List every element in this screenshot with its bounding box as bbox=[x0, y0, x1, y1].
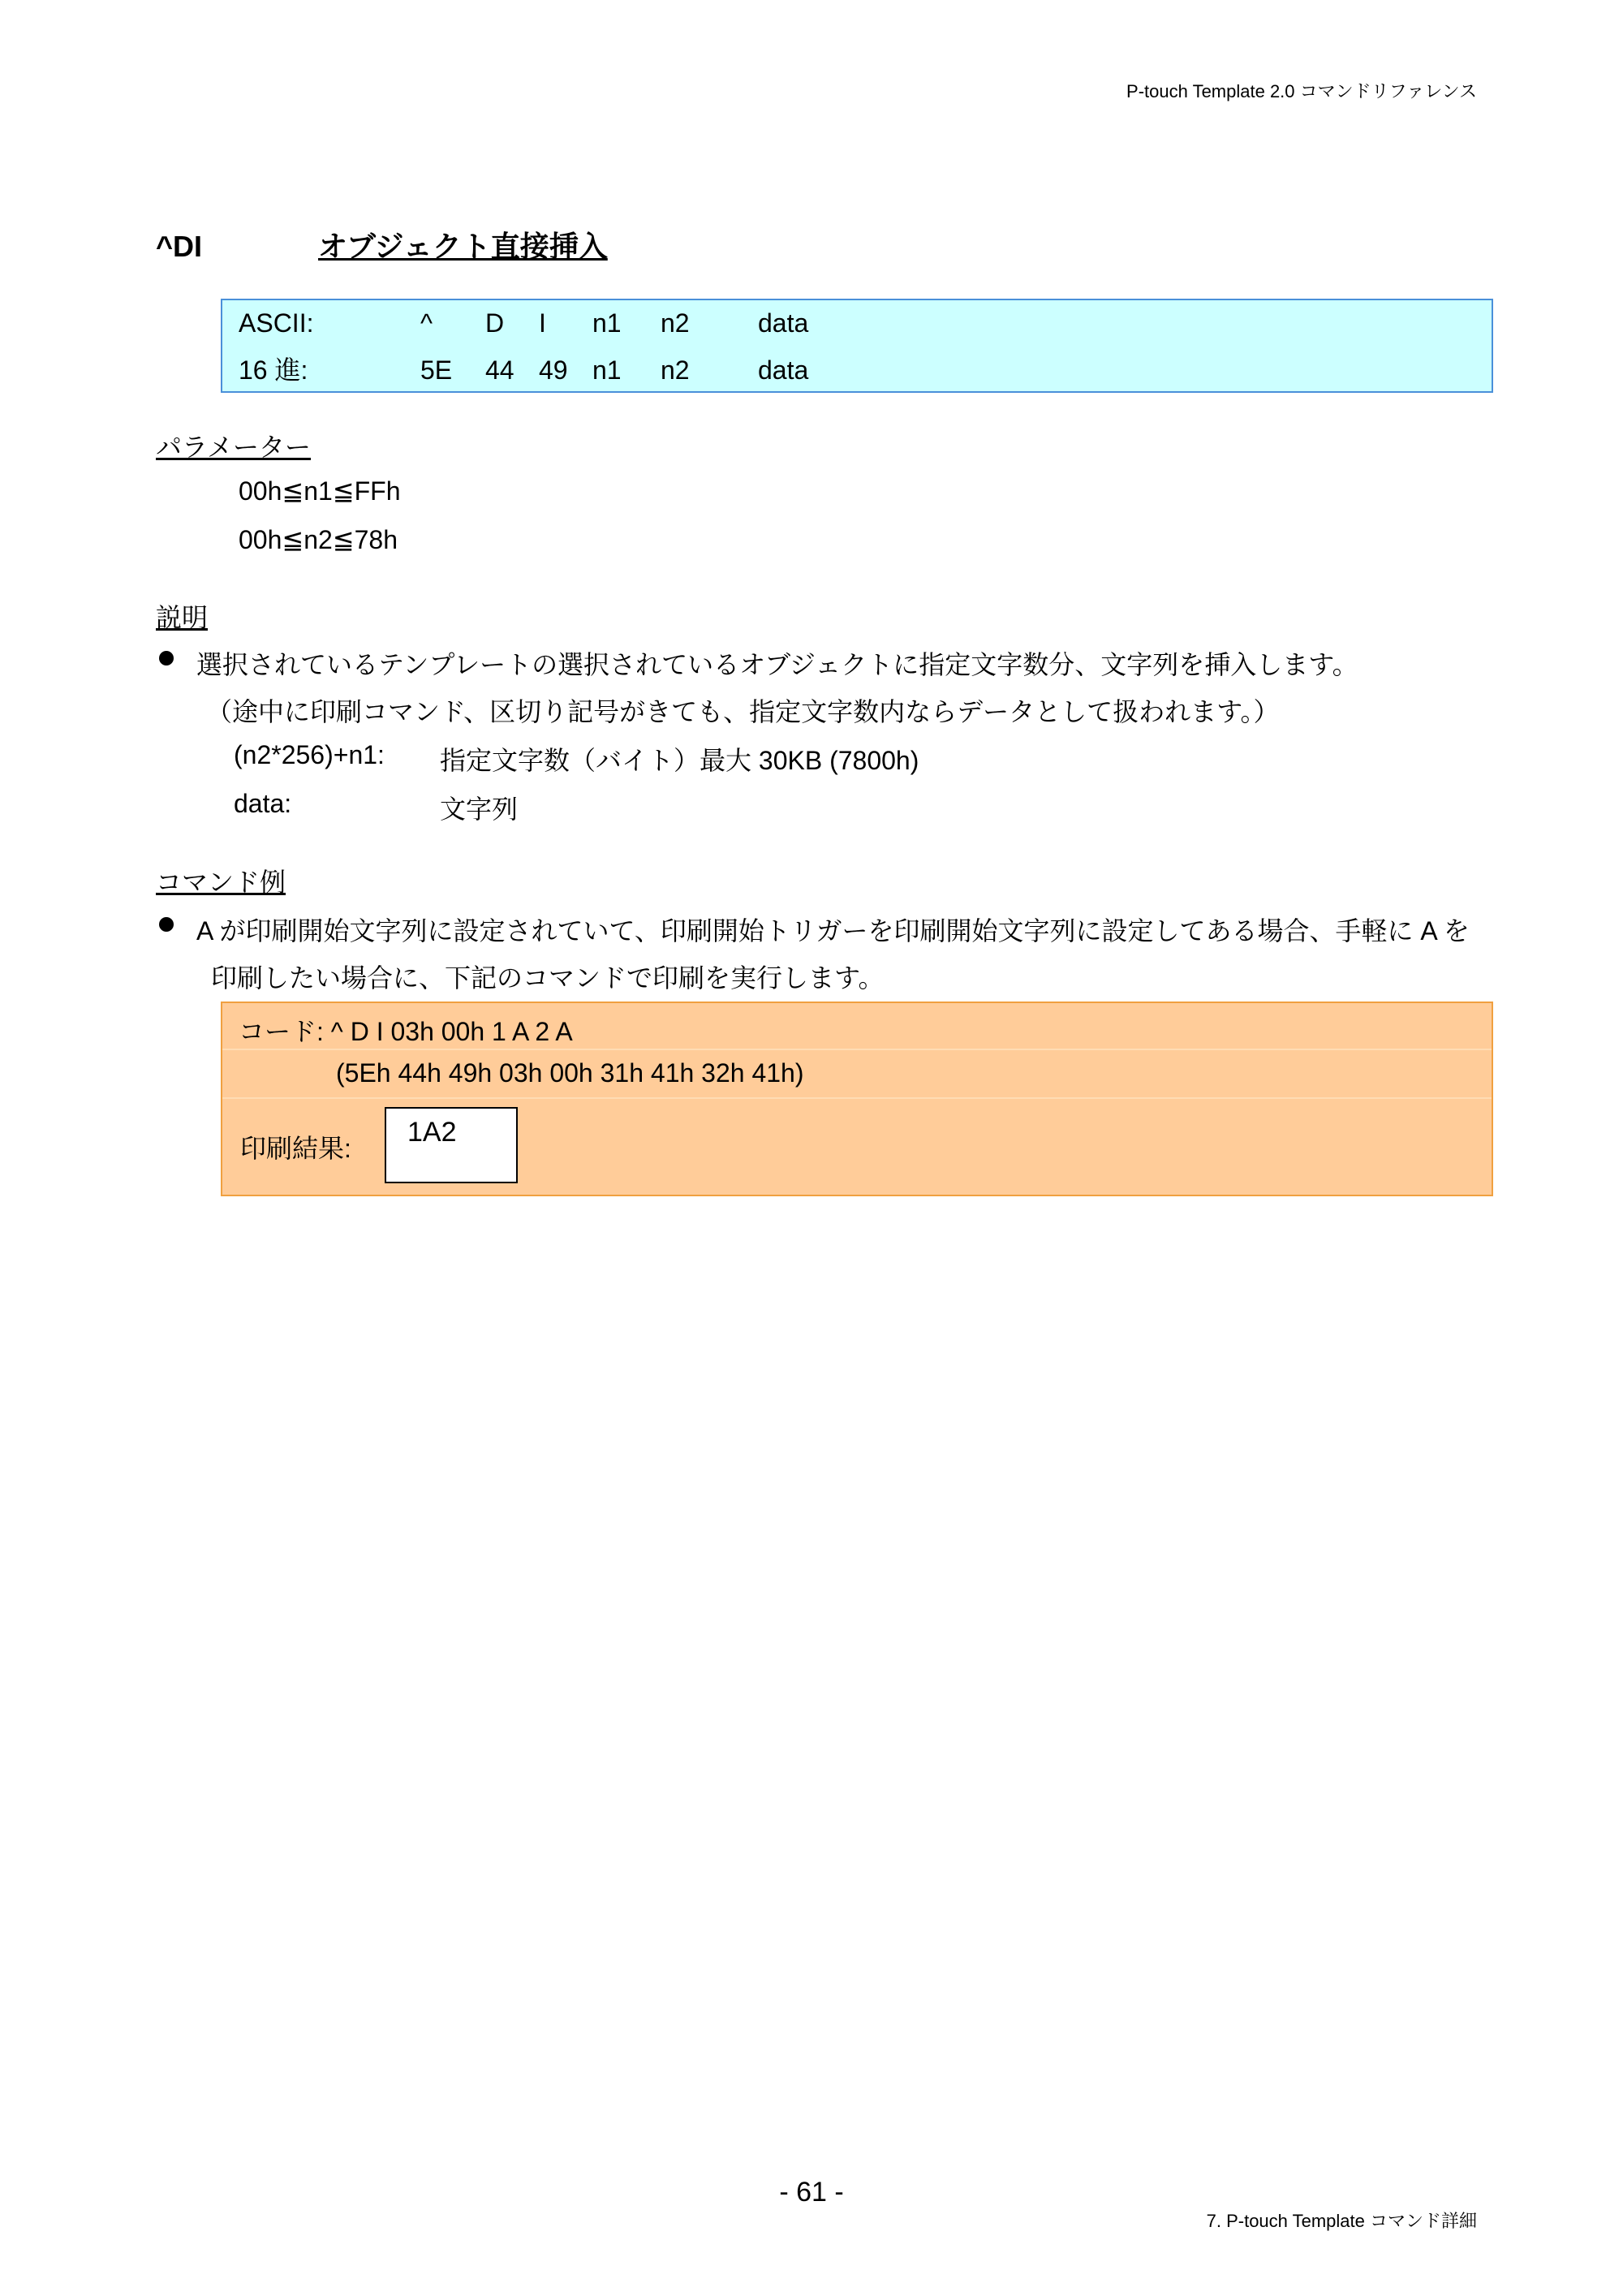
example-text-cont: 印刷したい場合に、下記のコマンドで印刷を実行します。 bbox=[211, 963, 885, 993]
syntax-cell: n2 bbox=[661, 355, 690, 385]
hex-line: (5Eh 44h 49h 03h 00h 31h 41h 32h 41h) bbox=[336, 1058, 804, 1088]
example-heading: コマンド例 bbox=[156, 868, 286, 897]
chapter-footer: 7. P-touch Template コマンド詳細 bbox=[1206, 2211, 1477, 2231]
syntax-cell: n1 bbox=[592, 355, 622, 385]
running-header: P-touch Template 2.0 コマンドリファレンス bbox=[1126, 81, 1477, 101]
syntax-cell: n1 bbox=[592, 308, 622, 338]
example-text: A が印刷開始文字列に設定されていて、印刷開始トリガーを印刷開始文字列に設定してある場合、手軽に A を bbox=[196, 916, 1470, 946]
result-label: 印刷結果: bbox=[240, 1134, 351, 1163]
syntax-table bbox=[221, 299, 1493, 393]
command-code: ^DI bbox=[156, 230, 203, 263]
description-note: （途中に印刷コマンド、区切り記号がきても、指定文字数内ならデータとして扱われます。） bbox=[206, 697, 1280, 726]
syntax-cell: data bbox=[758, 355, 809, 385]
syntax-cell: 44 bbox=[485, 355, 514, 385]
definition-desc: 文字列 bbox=[440, 795, 519, 824]
syntax-cell: 5E bbox=[420, 355, 453, 385]
definition-desc: 指定文字数（バイト）最大 30KB (7800h) bbox=[440, 746, 919, 775]
example-code-box bbox=[221, 1002, 1493, 1196]
description-heading: 説明 bbox=[156, 603, 209, 632]
syntax-label: ASCII: bbox=[239, 308, 314, 338]
syntax-cell: I bbox=[539, 308, 546, 338]
row-separator bbox=[222, 1097, 1492, 1099]
definition-term: data: bbox=[234, 789, 292, 818]
syntax-cell: data bbox=[758, 308, 809, 338]
parameters-heading: パラメーター bbox=[156, 433, 312, 462]
parameter-line: 00h≦n1≦FFh bbox=[239, 476, 401, 506]
syntax-cell: 49 bbox=[539, 355, 568, 385]
command-title bbox=[156, 224, 608, 265]
page-number: - 61 - bbox=[779, 2177, 844, 2208]
description-text: 選択されているテンプレートの選択されているオブジェクトに指定文字数分、文字列を挿入します。 bbox=[196, 650, 1358, 679]
print-result-box bbox=[385, 1107, 518, 1183]
syntax-cell: n2 bbox=[661, 308, 690, 338]
code-line: コード: ^ D I 03h 00h 1 A 2 A bbox=[239, 1017, 573, 1046]
command-name: オブジェクト直接挿入 bbox=[318, 230, 608, 263]
parameter-line: 00h≦n2≦78h bbox=[239, 525, 398, 554]
syntax-label: 16 進: bbox=[239, 355, 308, 385]
print-result-value: 1A2 bbox=[407, 1117, 457, 1148]
syntax-cell: D bbox=[485, 308, 505, 338]
bullet-icon bbox=[159, 651, 174, 666]
syntax-cell: ^ bbox=[420, 308, 433, 338]
definition-term: (n2*256)+n1: bbox=[234, 740, 385, 769]
row-separator bbox=[222, 1049, 1492, 1050]
bullet-icon bbox=[159, 917, 174, 932]
